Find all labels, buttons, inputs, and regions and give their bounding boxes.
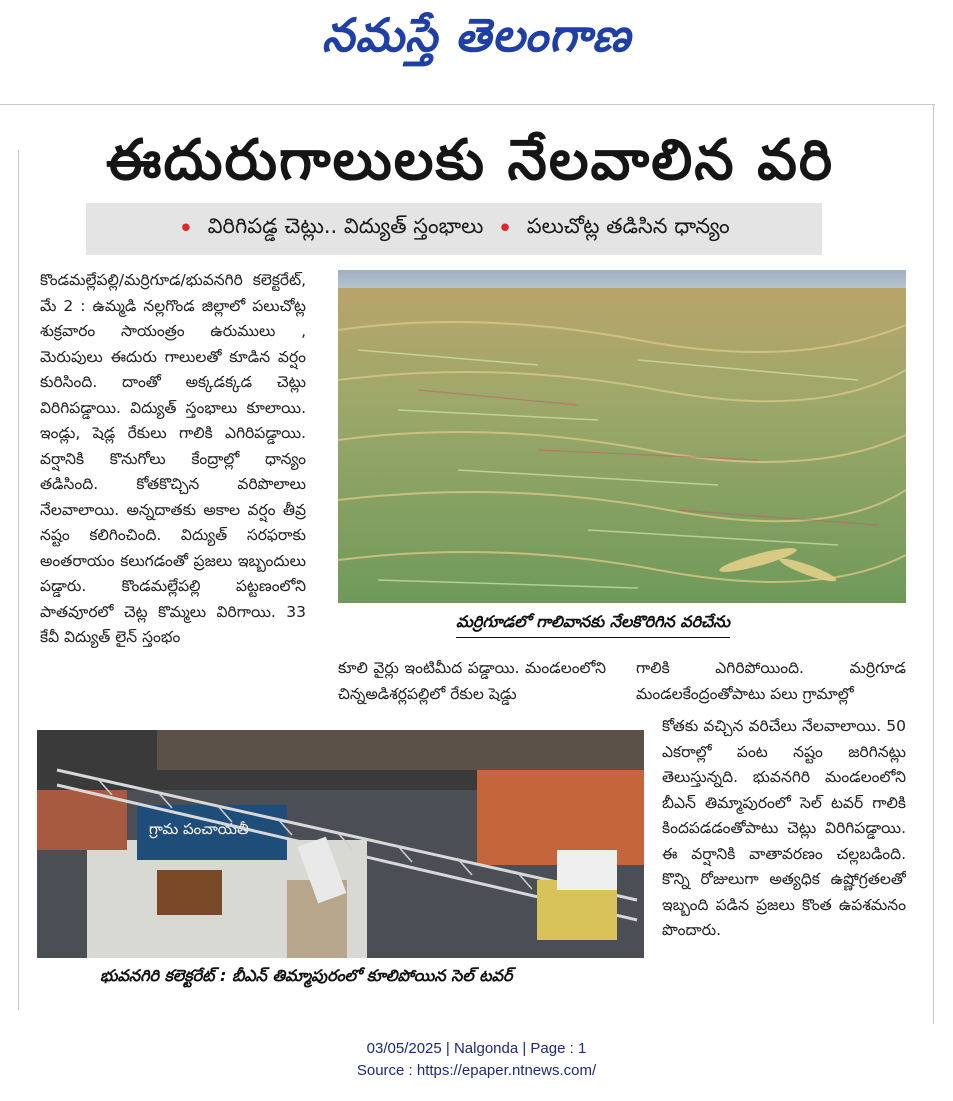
paddy-field-photo (338, 270, 906, 603)
subhead-item-2: పలుచోట్ల తడిసిన ధాన్యం (526, 214, 730, 238)
article-column-2 (338, 656, 606, 708)
article-column-1 (40, 268, 306, 708)
clipping-left-rule (18, 150, 19, 1010)
article-text: కూలి వైర్లు ఇంటిమీద పడ్డాయి. మండలంలోని చిన్నఅడిశర్లపల్లిలో రేకుల షెడ్డు (338, 659, 606, 703)
panchayat-sign-text: గ్రామ పంచాయతీ (149, 820, 249, 838)
article-column-3-bottom (662, 714, 906, 994)
paddy-photo-caption: మర్రిగూడలో గాలివానకు నేలకొరిగిన వరిచేను (456, 612, 730, 638)
subheading-bar (86, 203, 822, 255)
article-column-3-top (636, 656, 906, 708)
footer-edition-line: 03/05/2025 | Nalgonda | Page : 1 (366, 1040, 587, 1057)
headline: ఈదురుగాలులకు నేలవాలిన వరి (105, 128, 835, 193)
tower-photo-caption: భువనగిరి కలెక్టరేట్ : బీఎన్ తిమ్మాపురంలో కూలిపోయిన సెల్ టవర్ (100, 966, 513, 985)
footer-source-line[interactable]: Source : https://epaper.ntnews.com/ (356, 1062, 597, 1079)
article-text: గాలికి ఎగిరిపోయింది. మర్రిగూడ మండలకేంద్రంతోపాటు పలు గ్రామాల్లో (636, 659, 906, 703)
collapsed-cell-tower-photo (37, 730, 644, 958)
bullet-icon: • (497, 214, 513, 244)
masthead: నమస్తే తెలంగాణ (321, 8, 632, 62)
article-text: కోతకు వచ్చిన వరిచేలు నేలవాలాయి. 50 ఎకరాల్లో పంట నష్టం జరిగినట్లు తెలుస్తున్నది. భువనగిరి మండలంలోని బీఎన్ తిమ్మాపురంలో సెల్ టవర్ గాలికి కిందపడడంతోపాటు చెట్లు విరిగిపడ్డాయి. ఈ వర్షానికి వాతావరణం చల్లబడింది. కొన్ని రోజులుగా అత్యధిక ఉష్ణోగ్రతలతో ఇబ్బంది పడిన ప్రజలు కొంత ఉపశమనం పొందారు. (662, 717, 906, 939)
article-text: కొండమల్లేపల్లి/మర్రిగూడ/భువనగిరి కలెక్టరేట్, మే 2 : ఉమ్మడి నల్లగొండ జిల్లాలో పలుచోట్ల శుక్రవారం సాయంత్రం ఉరుములు , మెరుపులు ఈదురు గాలులతో కూడిన వర్షం కురిసింది. దాంతో అక్కడక్కడ చెట్లు విరిగిపడ్డాయి. విద్యుత్ స్తంభాలు కూలాయి. ఇండ్లు, షెడ్ల రేకులు గాలికి ఎగిరిపడ్డాయి. వర్షానికి కొనుగోలు కేంద్రాల్లో ధాన్యం తడిసింది. కోతకొచ్చిన వరిపొలాలు నేలవాలాయి. అన్నదాతకు అకాల వర్షం తీవ్ర నష్టం కలిగించింది. విద్యుత్ సరఫరాకు అంతరాయం కలుగడంతో ప్రజలు ఇబ్బందులు పడ్డారు. కొండమల్లేపల్లి పట్టణంలోని పాతవూరలో చెట్ల కొమ్మలు విరిగాయి. 33 కేవీ విద్యుత్ లైన్ స్తంభం (40, 271, 306, 646)
clipping-right-rule (933, 104, 934, 1024)
subhead-item-1: విరిగిపడ్డ చెట్లు.. విద్యుత్ స్తంభాలు (207, 214, 484, 238)
bullet-icon: • (178, 214, 194, 244)
